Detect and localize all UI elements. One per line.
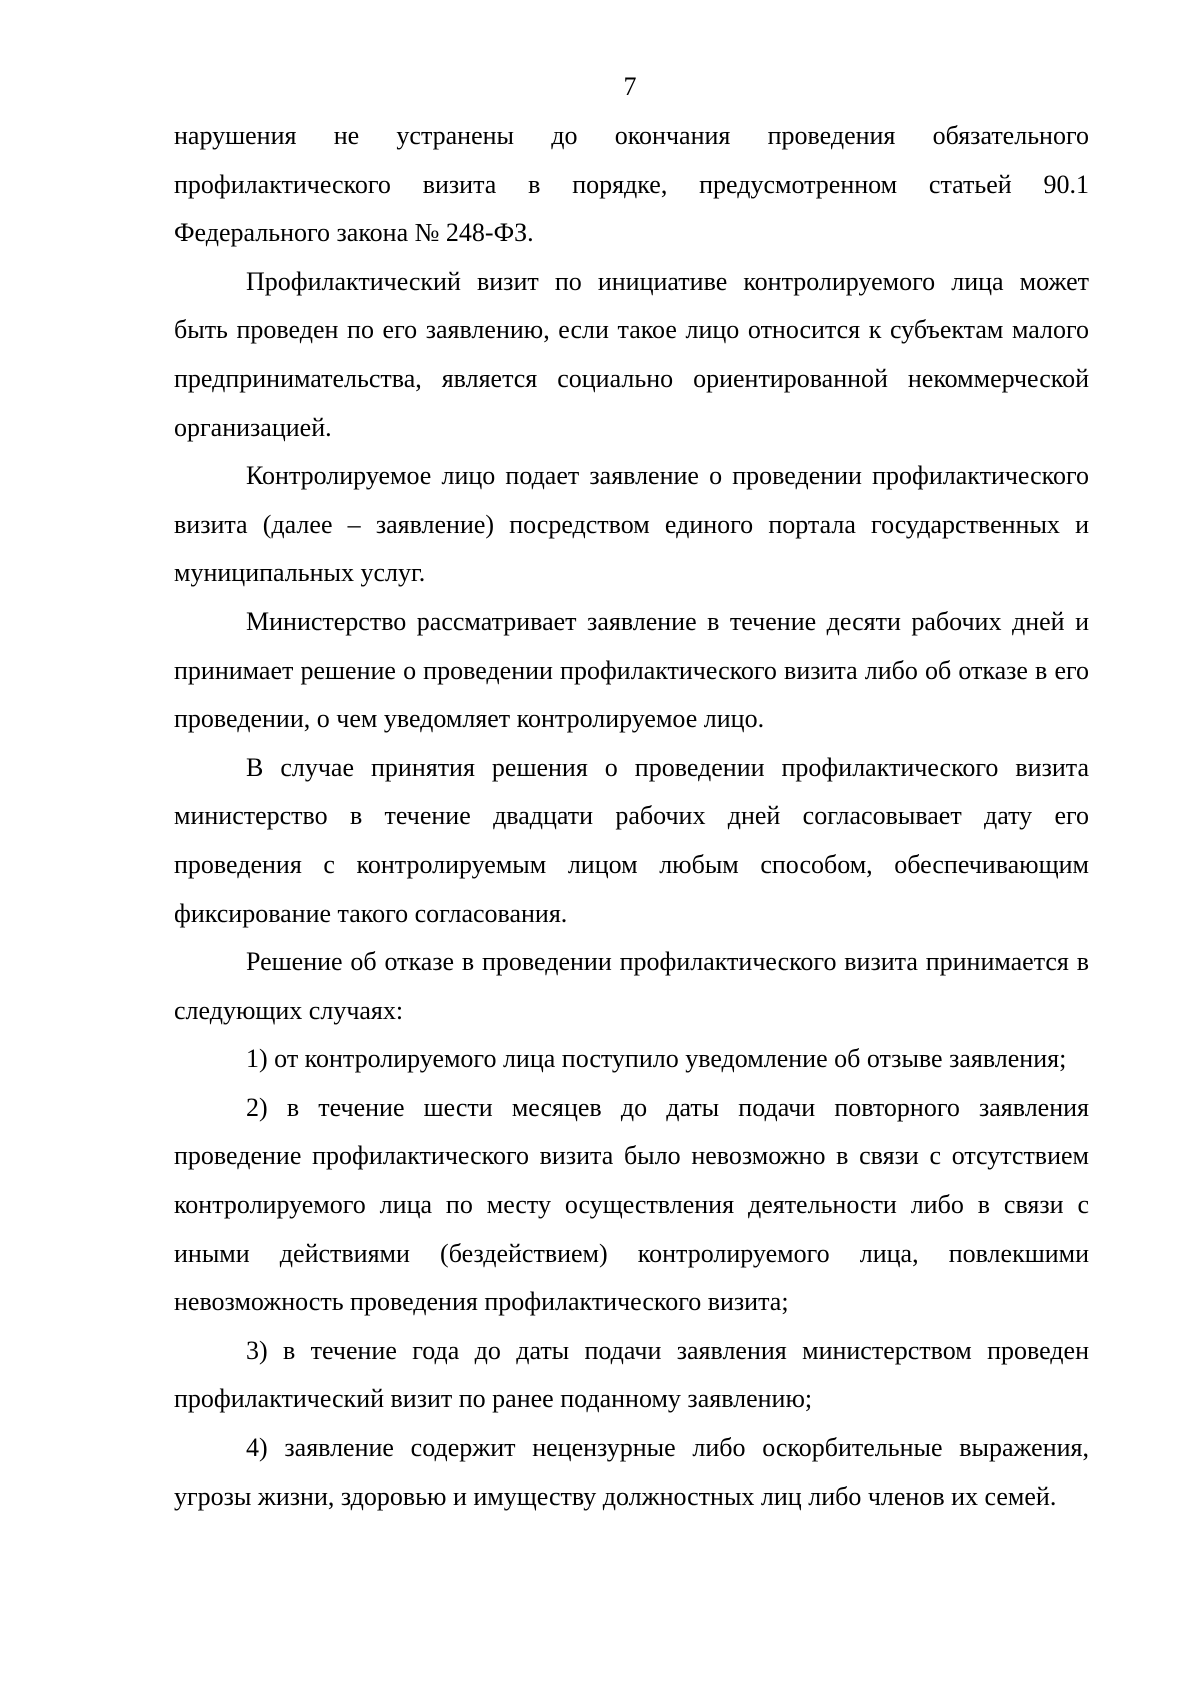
paragraph-ministry-review: Министерство рассматривает заявление в течение десяти рабочих дней и принимает решение о проведении профилактического визита либо об отказе в его проведении, о чем уведомляет контролируемое лицо.	[174, 606, 1089, 734]
page-number: 7	[623, 72, 637, 101]
paragraph-application-submission: Контролируемое лицо подает заявление о проведении профилактического визита (далее – заявление) посредством единого портала государственных и муниципальных услуг.	[174, 461, 1089, 588]
list-item-3: 3) в течение года до даты подачи заявления министерством проведен профилактический визит по ранее поданному заявлению;	[174, 1335, 1089, 1414]
list-item-1: 1) от контролируемого лица поступило уведомление об отзыве заявления;	[246, 1044, 1067, 1074]
list-item-4: 4) заявление содержит нецензурные либо оскорбительные выражения, угрозы жизни, здоровью и имуществу должностных лиц либо членов их семей.	[174, 1433, 1089, 1511]
paragraph-visit-on-initiative: Профилактический визит по инициативе контролируемого лица может быть проведен по его заявлению, если такое лицо относится к субъектам малого предпринимательства, является социально ориентированной некоммерческой организацией.	[174, 266, 1089, 442]
paragraph-refusal-cases: Решение об отказе в проведении профилактического визита принимается в следующих случаях:	[174, 947, 1089, 1025]
paragraph-violations-continuation: нарушения не устранены до окончания проведения обязательного профилактического визита в порядке, предусмотренном статьей 90.1 Федерального закона № 248-ФЗ.	[174, 121, 1089, 248]
list-item-2: 2) в течение шести месяцев до даты подачи повторного заявления проведение профилактического визита было невозможно в связи с отсутствием контролируемого лица по месту осуществления деятельности либо в связи с иными действиями (бездействием) контролируемого лица, повлекшими невозможность проведения профилактического визита;	[174, 1092, 1089, 1317]
paragraph-date-agreement: В случае принятия решения о проведении профилактического визита министерство в течение двадцати рабочих дней согласовывает дату его проведения с контролируемым лицом любым способом, обеспечивающим фиксирование такого согласования.	[174, 752, 1089, 928]
document-body	[174, 112, 1089, 1521]
